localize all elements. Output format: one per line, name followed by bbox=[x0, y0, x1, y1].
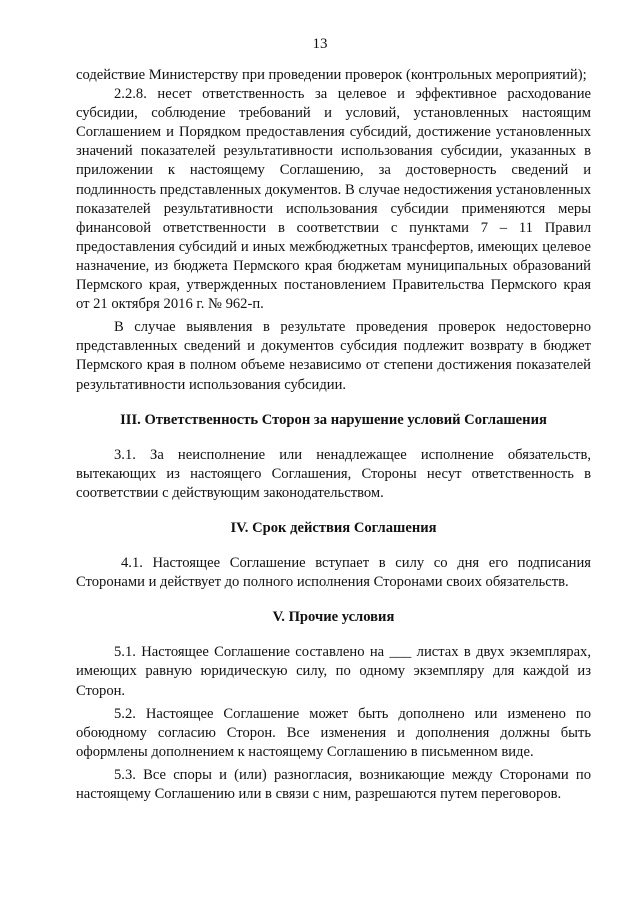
paragraph-5-2: 5.2. Настоящее Соглашение может быть дополнено или изменено по обоюдному согласию Сторон. Все изменения и дополнения должны быть оформлены дополнением к настоящему Соглашению в письменном виде. bbox=[76, 705, 591, 760]
section-4-heading: IV. Срок действия Соглашения bbox=[230, 519, 437, 536]
section-3-heading: III. Ответственность Сторон за нарушение условий Соглашения bbox=[120, 411, 547, 428]
paragraph-3-1: 3.1. За неисполнение или ненадлежащее исполнение обязательств, вытекающих из настоящего Соглашения, Стороны несут ответственность в соответствии с действующим законодательством. bbox=[76, 446, 591, 501]
document-body bbox=[76, 66, 591, 804]
paragraph-continuation: содействие Министерству при проведении проверок (контрольных мероприятий); bbox=[76, 67, 587, 83]
paragraph-5-3: 5.3. Все споры и (или) разногласия, возникающие между Сторонами по настоящему Соглашению или в связи с ним, разрешаются путем переговоров. bbox=[76, 766, 591, 802]
page-number: 13 bbox=[312, 36, 328, 52]
paragraph-2-2-8: 2.2.8. несет ответственность за целевое и эффективное расходование субсидии, соблюдение требований и условий, установленных настоящим Соглашением и Порядком предоставления субсидий, достижение установленных значений показателей результативности использования субсидии, указанных в приложении к настоящему Соглашению, за достоверность сведений и подлинность представленных документов. В случае недостижения установленных показателей результативности использования субсидии применяются меры финансовой ответственности в соответствии с пунктами 7 – 11 Правил предоставления субсидий и иных межбюджетных трансфертов, имеющих целевое назначение, из бюджета Пермского края бюджетам муниципальных образований Пермского края, утвержденных постановлением Правительства Пермского края от 21 октября 2016 г. № 962-п. bbox=[76, 86, 591, 313]
section-5-heading: V. Прочие условия bbox=[272, 609, 395, 626]
paragraph-refund-clause: В случае выявления в результате проведения проверок недостоверно представленных сведений и документов субсидия подлежит возврату в бюджет Пермского края в полном объеме независимо от степени достижения показателей результативности использования субсидии. bbox=[76, 319, 591, 393]
paragraph-4-1: 4.1. Настоящее Соглашение вступает в силу со дня его подписания Сторонами и действует до полного исполнения Сторонами своих обязательств. bbox=[76, 555, 591, 591]
paragraph-5-1: 5.1. Настоящее Соглашение составлено на ___ листах в двух экземплярах, имеющих равную юридическую силу, по одному экземпляру для каждой из Сторон. bbox=[76, 644, 591, 699]
